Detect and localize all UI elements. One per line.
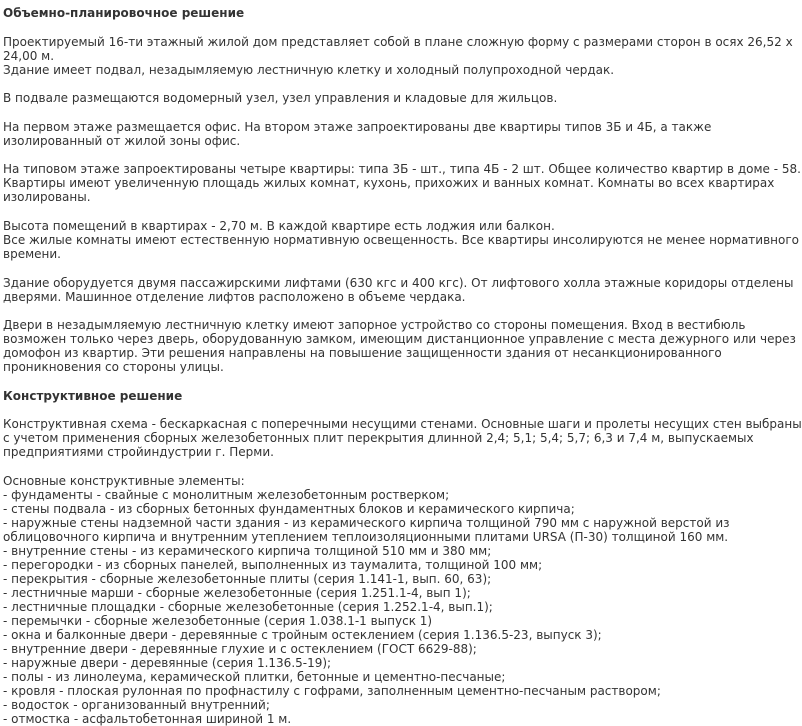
list-item: - перемычки - сборные железобетонные (серия 1.038.1-1 выпуск 1) <box>3 613 433 628</box>
list-item: - фундаменты - свайные с монолитным железобетонным ростверком; <box>3 487 450 502</box>
text-line: изолированы. <box>3 190 91 205</box>
text-line: 24,00 м. <box>3 48 55 63</box>
list-item: - перегородки - из сборных панелей, выполненных из таумалита, толщиной 100 мм; <box>3 557 543 572</box>
list-item: - внутренние двери - деревянные глухие и с остеклением (ГОСТ 6629-88); <box>3 641 477 656</box>
paragraph-first-floor <box>3 119 712 148</box>
paragraph-dimensions <box>3 34 793 77</box>
text-line: Квартиры имеют увеличенную площадь жилых комнат, кухонь, прихожих и ванных комнат. Комнаты во всех квартирах <box>3 176 775 191</box>
text-line: Высота помещений в квартирах - 2,70 м. В каждой квартире есть лоджия или балкон. <box>3 218 555 233</box>
list-item: - лестничные площадки - сборные железобетонные (серия 1.252.1-4, вып.1); <box>3 599 493 614</box>
list-item: - водосток - организованный внутренний; <box>3 697 270 712</box>
text-line: возможен только через дверь, оборудованную замком, имеющим дистанционное управление с места дежурного или через <box>3 332 796 347</box>
text-line: домофон из квартир. Эти решения направлены на повышение защищенности здания от несанкционированного <box>3 346 722 361</box>
paragraph-basement <box>3 91 697 105</box>
list-item: - внутренние стены - из керамического кирпича толщиной 510 мм и 380 мм; <box>3 543 492 558</box>
text-line: дверями. Машинное отделение лифтов расположено в объеме чердака. <box>3 289 466 304</box>
text-line: Проектируемый 16-ти этажный жилой дом представляет собой в плане сложную форму с размерами сторон в осях 26,52 х <box>3 34 793 49</box>
list-title: Основные конструктивные элементы: <box>3 473 245 488</box>
list-item: - отмостка - асфальтобетонная шириной 1 м. <box>3 711 292 726</box>
text-line: изолированный от жилой зоны офис. <box>3 133 241 148</box>
text-line: времени. <box>3 246 61 261</box>
text-line: На первом этаже размещается офис. На втором этаже запроектированы две квартиры типов 3Б и 4Б, а также <box>3 119 712 134</box>
text-line: Здание оборудуется двумя пассажирскими лифтами (630 кгс и 400 кгс). От лифтового холла этажные коридоры отделены <box>3 275 794 290</box>
structural-elements-list <box>3 473 730 726</box>
text-line: с учетом применения сборных железобетонных плит перекрытия длинной 2,4; 5,1; 5,4; 5,7; 6,3 и 7,4 м, выпускаемых <box>3 431 754 446</box>
text-line: В подвале размещаются водомерный узел, узел управления и кладовые для жильцов. <box>3 91 558 106</box>
text-line: Все жилые комнаты имеют естественную нормативную освещенность. Все квартиры инсолируются не менее нормативного <box>3 232 800 247</box>
list-item: - кровля - плоская рулонная по профнастилу с гофрами, заполненным цементно-песчаным раствором; <box>3 683 661 698</box>
list-item: - лестничные марши - сборные железобетонные (серия 1.251.1-4, вып 1); <box>3 585 471 600</box>
list-item: - стены подвала - из сборных бетонных фундаментных блоков и керамического кирпича; <box>3 501 575 516</box>
paragraph-elevators <box>3 275 794 304</box>
section-heading-planning: Объемно-планировочное решение <box>3 6 245 20</box>
paragraph-doors <box>3 318 796 375</box>
list-item: - перекрытия - сборные железобетонные плиты (серия 1.141-1, вып. 60, 63); <box>3 571 492 586</box>
text-line: Конструктивная схема - бескаркасная с поперечными несущими стенами. Основные шаги и пролеты несущих стен выбраны <box>3 417 802 432</box>
paragraph-scheme <box>3 417 802 460</box>
list-item: - полы - из линолеума, керамической плитки, бетонные и цементно-песчаные; <box>3 669 506 684</box>
list-item: - окна и балконные двери - деревянные с тройным остеклением (серия 1.136.5-23, выпуск 3); <box>3 627 602 642</box>
list-item: облицовочного кирпича и внутренним утеплением теплоизоляционными плитами URSA (П-30) толщиной 160 мм. <box>3 529 729 544</box>
text-line: Двери в незадымляемую лестничную клетку имеют запорное устройство со стороны помещения. Вход в вестибюль <box>3 318 746 333</box>
list-item: - наружные стены надземной части здания - из керамического кирпича толщиной 790 мм с наружной верстой из <box>3 515 730 530</box>
paragraph-height <box>3 218 800 261</box>
text-line: проникновения со стороны улицы. <box>3 360 224 375</box>
section-heading-structural: Конструктивное решение <box>3 388 183 403</box>
text-line: предприятиями стройиндустрии г. Перми. <box>3 445 274 460</box>
text-line: На типовом этаже запроектированы четыре квартиры: типа 3Б - шт., типа 4Б - 2 шт. Общее количество квартир в доме - 58. <box>3 162 801 177</box>
paragraph-typical-floor <box>3 162 801 205</box>
text-line: Здание имеет подвал, незадымляемую лестничную клетку и холодный полупроходной чердак. <box>3 62 615 77</box>
list-item: - наружные двери - деревянные (серия 1.136.5-19); <box>3 655 332 670</box>
